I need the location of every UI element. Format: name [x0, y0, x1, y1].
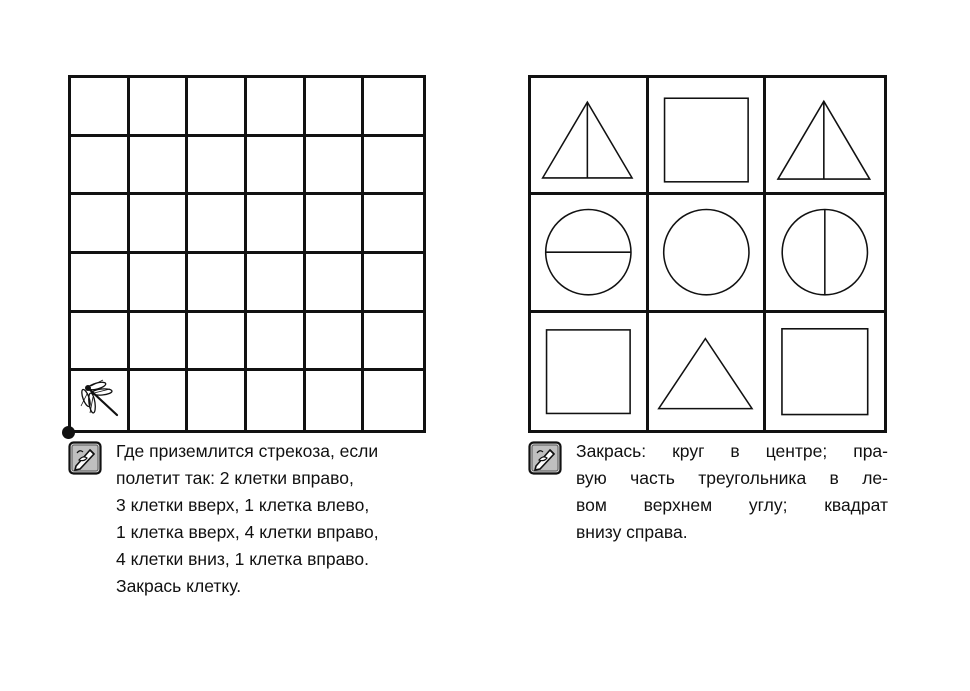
instruction-line: вом верхнем углу; квадрат	[576, 495, 888, 515]
grid-cell[interactable]	[188, 313, 247, 372]
grid-cell[interactable]	[364, 371, 423, 430]
circle-shape	[649, 195, 764, 309]
grid-cell[interactable]	[247, 78, 306, 137]
grid-cell[interactable]	[188, 78, 247, 137]
grid-cell[interactable]	[71, 137, 130, 196]
shape-cell[interactable]	[649, 78, 767, 195]
grid-cell[interactable]	[364, 313, 423, 372]
shape-cell[interactable]	[766, 195, 884, 312]
instruction-line: 4 клетки вниз, 1 клетка вправо.	[116, 549, 369, 569]
grid-cell[interactable]	[306, 195, 365, 254]
grid-cell[interactable]	[247, 371, 306, 430]
grid-cell[interactable]	[188, 371, 247, 430]
grid-cell[interactable]	[71, 371, 130, 430]
shape-cell[interactable]	[766, 313, 884, 430]
shape-cell[interactable]	[649, 195, 767, 312]
dragonfly-icon	[77, 377, 123, 421]
grid-cell[interactable]	[130, 137, 189, 196]
grid-cell[interactable]	[188, 195, 247, 254]
grid-cell[interactable]	[247, 137, 306, 196]
grid-cell[interactable]	[306, 78, 365, 137]
triangle-shape	[649, 313, 764, 430]
split-triangle-shape	[766, 78, 884, 192]
right-instruction	[576, 438, 896, 546]
instruction-line: 3 клетки вверх, 1 клетка влево,	[116, 495, 370, 515]
instruction-line: 1 клетка вверх, 4 клетки вправо,	[116, 522, 379, 542]
grid-cell[interactable]	[130, 78, 189, 137]
dragonfly-grid	[68, 75, 426, 433]
task-pencil-icon	[68, 441, 102, 475]
grid-cell[interactable]	[130, 254, 189, 313]
split-triangle-shape	[531, 78, 646, 192]
grid-cell[interactable]	[364, 137, 423, 196]
grid-cell[interactable]	[306, 313, 365, 372]
split-circle-shape	[766, 195, 884, 309]
task-pencil-icon	[528, 441, 562, 475]
square-shape	[766, 313, 884, 430]
instruction-line: полетит так: 2 клетки вправо,	[116, 468, 354, 488]
split-circle-shape	[531, 195, 646, 309]
grid-cell[interactable]	[130, 195, 189, 254]
grid-cell[interactable]	[71, 254, 130, 313]
start-point-dot	[62, 426, 75, 439]
instruction-line: внизу справа.	[576, 522, 688, 542]
grid-cell[interactable]	[188, 137, 247, 196]
grid-cell[interactable]	[130, 313, 189, 372]
shapes-grid	[528, 75, 887, 433]
grid-cell[interactable]	[71, 78, 130, 137]
grid-cell[interactable]	[364, 195, 423, 254]
grid-cell[interactable]	[306, 371, 365, 430]
grid-cell[interactable]	[306, 254, 365, 313]
grid-cell[interactable]	[130, 371, 189, 430]
shape-cell[interactable]	[531, 78, 649, 195]
grid-cell[interactable]	[306, 137, 365, 196]
grid-cell[interactable]	[71, 313, 130, 372]
shape-cell[interactable]	[531, 313, 649, 430]
instruction-line: Где приземлится стрекоза, если	[116, 441, 379, 461]
square-shape	[649, 78, 764, 192]
shape-cell[interactable]	[649, 313, 767, 430]
grid-cell[interactable]	[247, 254, 306, 313]
left-instruction	[116, 438, 436, 600]
grid-cell[interactable]	[364, 78, 423, 137]
square-shape	[531, 313, 646, 430]
grid-cell[interactable]	[71, 195, 130, 254]
grid-cell[interactable]	[247, 313, 306, 372]
grid-cell[interactable]	[364, 254, 423, 313]
instruction-line: Закрась: круг в центре; пра-	[576, 441, 888, 461]
shape-cell[interactable]	[531, 195, 649, 312]
instruction-line: вую часть треугольника в ле-	[576, 468, 888, 488]
grid-cell[interactable]	[247, 195, 306, 254]
shape-cell[interactable]	[766, 78, 884, 195]
grid-cell[interactable]	[188, 254, 247, 313]
instruction-line: Закрась клетку.	[116, 576, 242, 596]
